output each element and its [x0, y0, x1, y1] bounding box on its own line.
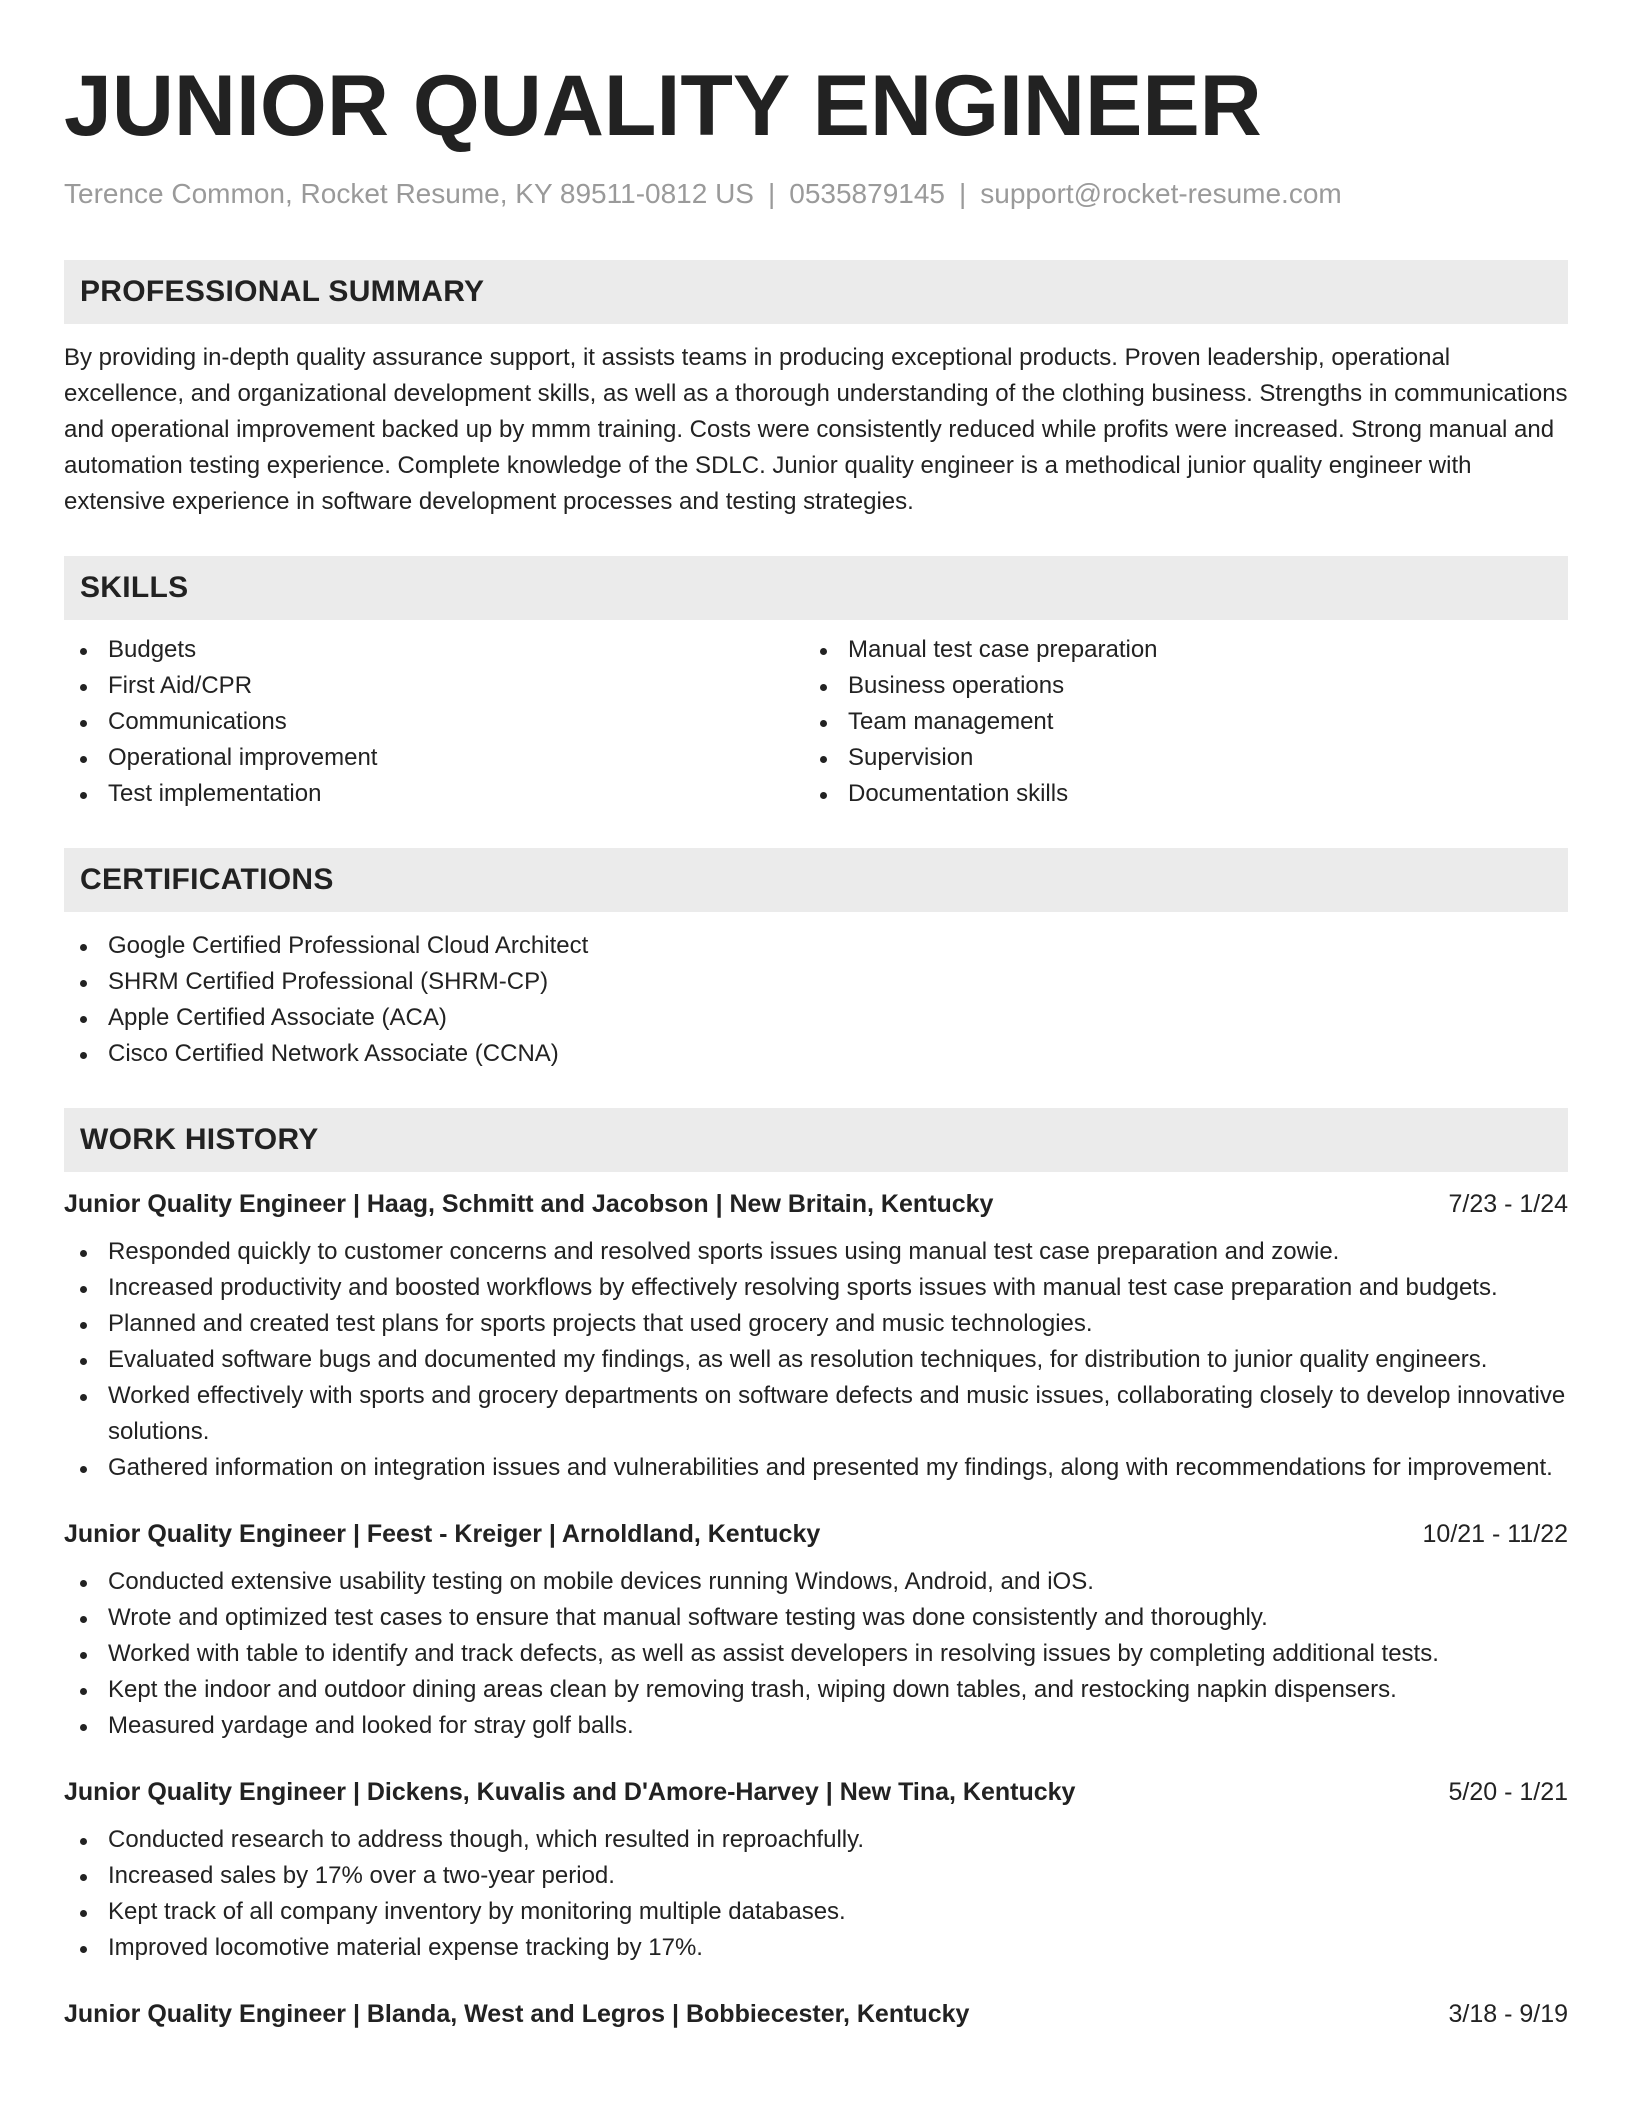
summary-text: By providing in-depth quality assurance support, it assists teams in producing exceptional products. Proven leadership, operational excellence, and organizational development skills, as well as a thorough understanding of the clothing business. Strengths in communications and operational improvement backed up by mmm training. Costs were consistently reduced while profits were increased. Strong manual and automation testing experience. Complete knowledge of the SDLC. Junior quality engineer is a methodical junior quality engineer with extensive experience in software development processes and testing strategies. — [64, 344, 1568, 515]
skill-item: Budgets — [64, 632, 804, 668]
skills-column-left — [64, 632, 804, 812]
certification-item: Apple Certified Associate (ACA) — [64, 1000, 1568, 1036]
skills-list — [64, 632, 804, 812]
job-bullet: Measured yardage and looked for stray golf balls. — [64, 1708, 1568, 1744]
skill-item: Documentation skills — [804, 776, 1544, 812]
section-heading: WORK HISTORY — [64, 1108, 1568, 1172]
job-entry — [64, 1996, 1568, 2032]
job-dates: 5/20 - 1/21 — [1448, 1778, 1568, 1806]
section-heading: PROFESSIONAL SUMMARY — [64, 260, 1568, 324]
resume-title: JUNIOR QUALITY ENGINEER — [64, 58, 1262, 154]
job-bullet: Increased sales by 17% over a two-year period. — [64, 1858, 1568, 1894]
job-bullet: Kept track of all company inventory by monitoring multiple databases. — [64, 1894, 1568, 1930]
skill-item: Team management — [804, 704, 1544, 740]
contact-separator: | — [959, 178, 967, 209]
job-bullet: Wrote and optimized test cases to ensure that manual software testing was done consistently and thoroughly. — [64, 1600, 1568, 1636]
job-bullet: Conducted research to address though, which resulted in reproachfully. — [64, 1822, 1568, 1858]
job-bullet: Planned and created test plans for sports projects that used grocery and music technologies. — [64, 1306, 1568, 1342]
skill-item: First Aid/CPR — [64, 668, 804, 704]
job-bullet: Worked with table to identify and track defects, as well as assist developers in resolving issues by completing additional tests. — [64, 1636, 1568, 1672]
skills-grid — [64, 632, 1568, 812]
job-header — [64, 1186, 1568, 1222]
contact-separator: | — [767, 178, 776, 209]
contact-email: support@rocket-resume.com — [980, 178, 1342, 209]
job-title: Junior Quality Engineer | Haag, Schmitt and Jacobson | New Britain, Kentucky — [64, 1190, 994, 1218]
job-entry — [64, 1516, 1568, 1744]
certification-item: Cisco Certified Network Associate (CCNA) — [64, 1036, 1568, 1072]
job-bullet: Increased productivity and boosted workflows by effectively resolving sports issues with manual test case preparation and budgets. — [64, 1270, 1568, 1306]
work-history-section — [64, 1108, 1568, 2032]
contact-phone: 0535879145 — [789, 178, 945, 209]
skill-item: Communications — [64, 704, 804, 740]
skill-item: Operational improvement — [64, 740, 804, 776]
skills-column-right — [804, 632, 1544, 812]
job-title: Junior Quality Engineer | Blanda, West and Legros | Bobbiecester, Kentucky — [64, 2000, 970, 2028]
contact-line — [64, 176, 1568, 212]
job-header — [64, 1774, 1568, 1810]
job-bullet: Responded quickly to customer concerns and resolved sports issues using manual test case preparation and zowie. — [64, 1234, 1568, 1270]
skill-item: Business operations — [804, 668, 1544, 704]
skill-item: Test implementation — [64, 776, 804, 812]
job-bullet: Worked effectively with sports and grocery departments on software defects and music issues, collaborating closely to develop innovative solutions. — [64, 1378, 1568, 1450]
job-bullet: Improved locomotive material expense tracking by 17%. — [64, 1930, 1568, 1966]
skill-item: Manual test case preparation — [804, 632, 1544, 668]
job-dates: 10/21 - 11/22 — [1422, 1520, 1568, 1548]
job-entry — [64, 1774, 1568, 1966]
job-bullets — [64, 1234, 1568, 1486]
job-bullets — [64, 1822, 1568, 1966]
certification-item: SHRM Certified Professional (SHRM-CP) — [64, 964, 1568, 1000]
job-header — [64, 1996, 1568, 2032]
skills-list — [804, 632, 1544, 812]
section-heading: SKILLS — [64, 556, 1568, 620]
skills-section — [64, 556, 1568, 812]
summary-section — [64, 260, 1568, 520]
job-entry — [64, 1186, 1568, 1486]
job-bullet: Kept the indoor and outdoor dining areas clean by removing trash, wiping down tables, and restocking napkin dispensers. — [64, 1672, 1568, 1708]
job-bullet: Conducted extensive usability testing on mobile devices running Windows, Android, and iOS. — [64, 1564, 1568, 1600]
skill-item: Supervision — [804, 740, 1544, 776]
jobs-list — [64, 1186, 1568, 2032]
job-bullet: Gathered information on integration issues and vulnerabilities and presented my findings, along with recommendations for improvement. — [64, 1450, 1568, 1486]
job-dates: 7/23 - 1/24 — [1448, 1190, 1568, 1218]
job-header — [64, 1516, 1568, 1552]
contact-address: Terence Common, Rocket Resume, KY 89511-0812 US — [64, 178, 754, 209]
job-bullet: Evaluated software bugs and documented my findings, as well as resolution techniques, for distribution to junior quality engineers. — [64, 1342, 1568, 1378]
job-dates: 3/18 - 9/19 — [1448, 2000, 1568, 2028]
job-bullets — [64, 1564, 1568, 1744]
certifications-list — [64, 928, 1568, 1072]
certifications-section — [64, 848, 1568, 1072]
section-heading: CERTIFICATIONS — [64, 848, 1568, 912]
certification-item: Google Certified Professional Cloud Architect — [64, 928, 1568, 964]
job-title: Junior Quality Engineer | Feest - Kreiger | Arnoldland, Kentucky — [64, 1520, 821, 1548]
job-title: Junior Quality Engineer | Dickens, Kuvalis and D'Amore-Harvey | New Tina, Kentucky — [64, 1778, 1076, 1806]
